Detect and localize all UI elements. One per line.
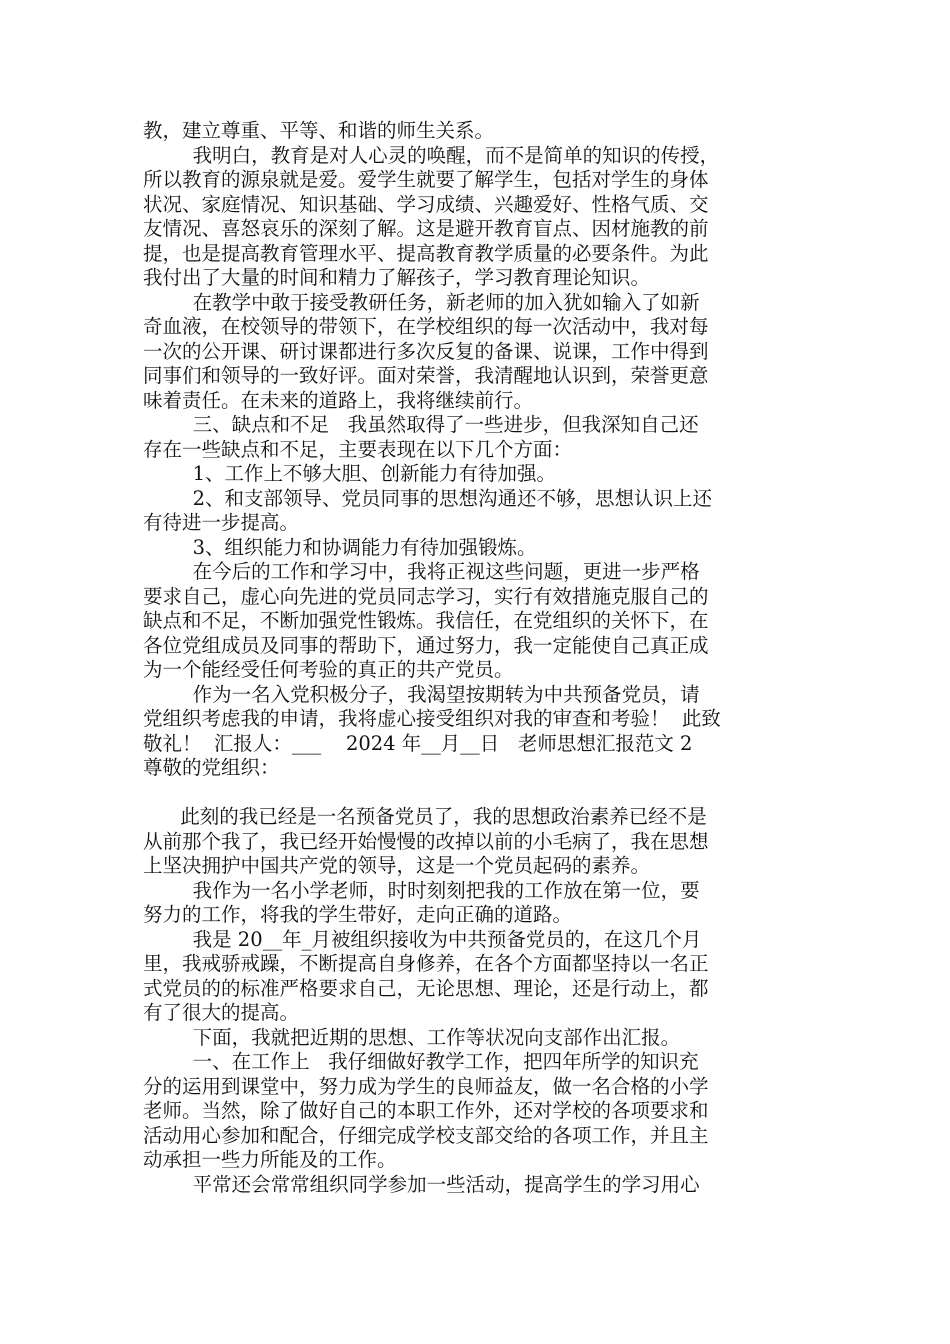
text-line: 在今后的工作和学习中，我将正视这些问题，更进一步严格 xyxy=(143,560,700,583)
text-line: 老师。当然，除了做好自己的本职工作外，还对学校的各项要求和 xyxy=(143,1099,709,1122)
text-line: 为一个能经受任何考验的真正的共产党员。 xyxy=(143,658,514,681)
text-line: 奇血液，在校领导的带领下，在学校组织的每一次活动中，我对每 xyxy=(143,315,709,338)
text-line: 我是 20__年_月被组织接收为中共预备党员的，在这几个月 xyxy=(143,927,702,951)
text-line: 我明白，教育是对人心灵的唤醒，而不是简单的知识的传授， xyxy=(143,143,720,167)
text-line: 提，也是提高教育管理水平、提高教育教学质量的必要条件。为此 xyxy=(143,241,709,265)
text-line: 有了很大的提高。 xyxy=(143,1001,300,1024)
text-line: 有待进一步提高。 xyxy=(143,511,300,534)
text-line: 下面，我就把近期的思想、工作等状况向支部作出汇报。 xyxy=(143,1025,681,1049)
text-line: 状况、家庭情况、知识基础、学习成绩、兴趣爱好、性格气质、交 xyxy=(143,192,709,216)
text-line: 3、组织能力和协调能力有待加强锻炼。 xyxy=(143,535,537,559)
text-line: 作为一名入党积极分子，我渴望按期转为中共预备党员，请 xyxy=(143,682,700,706)
blank-line xyxy=(143,781,811,806)
text-line: 此刻的我已经是一名预备党员了，我的思想政治素养已经不是 xyxy=(143,805,707,828)
text-line: 平常还会常常组织同学参加一些活动，提高学生的学习用心 xyxy=(143,1172,700,1196)
text-line: 我付出了大量的时间和精力了解孩子，学习教育理论知识。 xyxy=(143,266,651,289)
text-line: 一、在工作上 我仔细做好教学工作，把四年所学的知识充 xyxy=(143,1050,699,1073)
text-line: 活动用心参加和配合，仔细完成学校支部交给的各项工作，并且主 xyxy=(143,1123,709,1147)
text-line: 各位党组成员及同事的帮助下，通过努力，我一定能使自己真正成 xyxy=(143,633,709,657)
text-line: 同事们和领导的一致好评。面对荣誉，我清醒地认识到，荣誉更意 xyxy=(143,364,709,387)
text-line: 2、和支部领导、党员同事的思想沟通还不够，思想认识上还 xyxy=(143,486,712,510)
text-line: 味着责任。在未来的道路上，我将继续前行。 xyxy=(143,388,534,412)
text-line: 里，我戒骄戒躁，不断提高自身修养，在各个方面都坚持以一名正 xyxy=(143,952,709,975)
text-line: 尊敬的党组织： xyxy=(143,756,280,779)
text-line: 党组织考虑我的申请，我将虚心接受组织对我的审查和考验！ 此致 xyxy=(143,707,721,730)
text-line: 存在一些缺点和不足，主要表现在以下几个方面： xyxy=(143,437,573,461)
text-line: 上坚决拥护中国共产党的领导，这是一个党员起码的素养。 xyxy=(143,854,651,877)
text-line: 友情况、喜怒哀乐的深刻了解。这是避开教育盲点、因材施教的前 xyxy=(143,217,709,240)
text-line: 努力的工作，将我的学生带好，走向正确的道路。 xyxy=(143,903,573,926)
text-line: 在教学中敢于接受教研任务，新老师的加入犹如输入了如新 xyxy=(143,290,700,314)
text-line: 教，建立尊重、平等、和谐的师生关系。 xyxy=(143,119,495,142)
text-line: 分的运用到课堂中，努力成为学生的良师益友，做一名合格的小学 xyxy=(143,1074,709,1098)
text-line: 缺点和不足，不断加强党性锻炼。我信任，在党组织的关怀下，在 xyxy=(143,609,709,632)
text-line: 要求自己，虚心向先进的党员同志学习，实行有效措施克服自己的 xyxy=(143,584,709,608)
text-line: 动承担一些力所能及的工作。 xyxy=(143,1148,397,1171)
text-line: 敬礼！ 汇报人：___ 2024 年__月__日 老师思想汇报范文 2 xyxy=(143,731,693,755)
text-line: 从前那个我了，我已经开始慢慢的改掉以前的小毛病了，我在思想 xyxy=(143,829,709,853)
text-line: 三、缺点和不足 我虽然取得了一些进步，但我深知自己还 xyxy=(143,413,699,436)
text-line: 所以教育的源泉就是爱。爱学生就要了解学生，包括对学生的身体 xyxy=(143,168,709,191)
document-body xyxy=(143,119,811,1197)
text-line: 我作为一名小学老师，时时刻刻把我的工作放在第一位，要 xyxy=(143,878,700,902)
text-line: 一次的公开课、研讨课都进行多次反复的备课、说课，工作中得到 xyxy=(143,339,709,363)
text-line: 式党员的的标准严格要求自己，无论思想、理论，还是行动上，都 xyxy=(143,976,709,1000)
text-line: 1、工作上不够大胆、创新能力有待加强。 xyxy=(143,462,556,485)
